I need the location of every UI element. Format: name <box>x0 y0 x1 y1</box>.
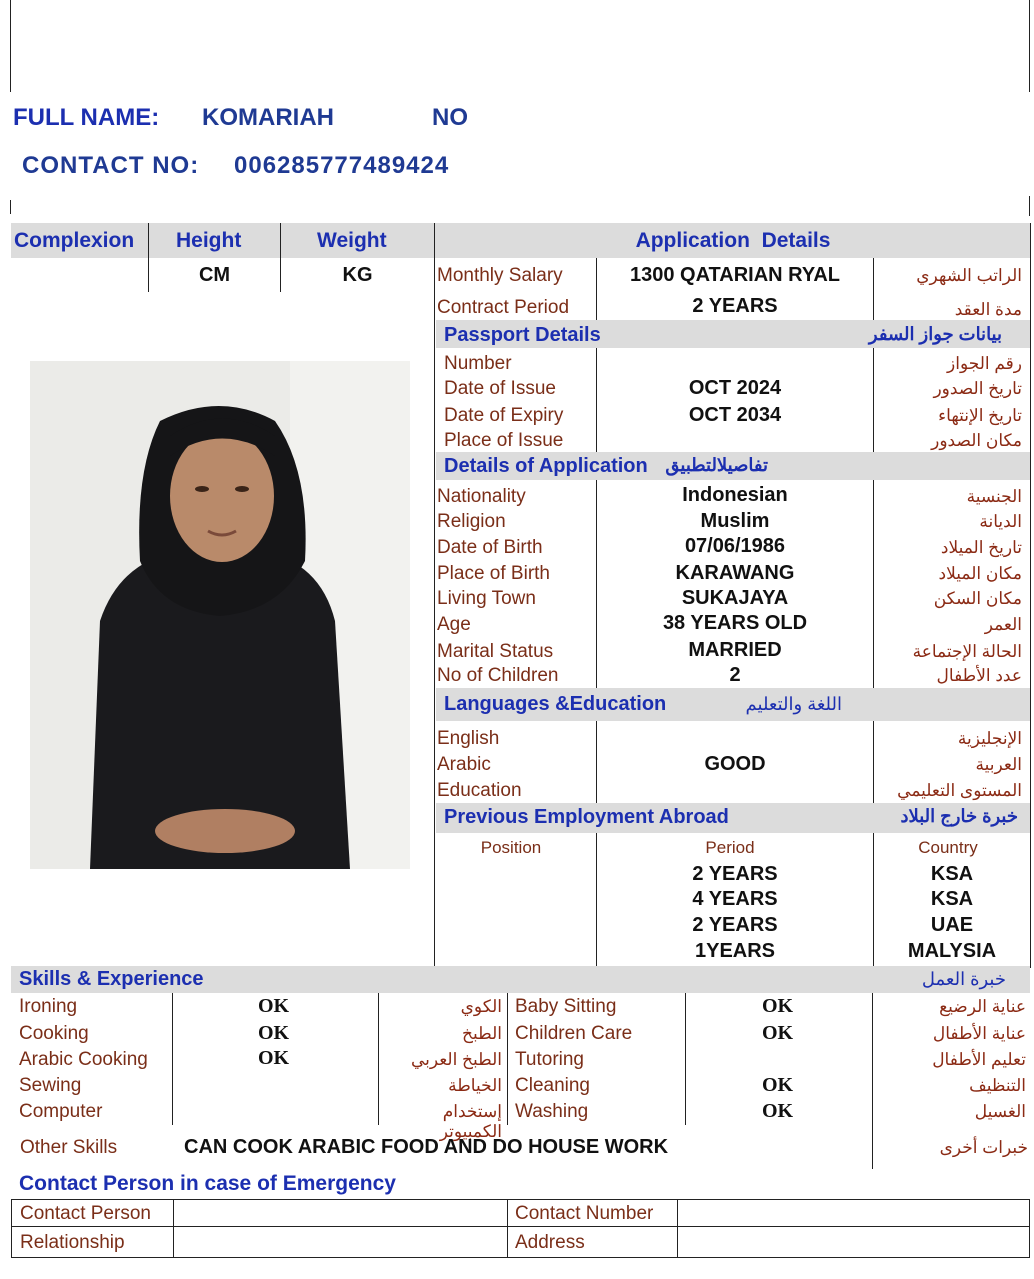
employment-country: KSA <box>930 863 974 885</box>
english-label: English <box>437 728 500 749</box>
skill-value: OK <box>762 1074 794 1096</box>
other-skills-label: Other Skills <box>20 1137 118 1158</box>
date-of-expiry-ar: تاريخ الإنتهاء <box>938 406 1022 425</box>
date-of-issue-ar: تاريخ الصدور <box>933 379 1022 398</box>
relationship-label: Relationship <box>20 1232 125 1253</box>
col-country: Country <box>918 838 978 857</box>
skill-ar: الغسيل <box>974 1102 1026 1121</box>
children-ar: عدد الأطفال <box>936 666 1022 685</box>
weight-label: Weight <box>317 229 387 252</box>
place-of-issue-label: Place of Issue <box>444 430 564 451</box>
skill-ar: إستخدام الكمبيوتر <box>439 1102 502 1141</box>
emergency-title: Contact Person in case of Emergency <box>19 1172 396 1195</box>
skill-label: Washing <box>515 1101 589 1122</box>
skill-ar: تعليم الأطفال <box>932 1050 1026 1069</box>
languages-title-ar: اللغة والتعليم <box>745 694 842 714</box>
skill-value: OK <box>762 1022 794 1044</box>
monthly-salary-ar: الراتب الشهري <box>916 266 1022 285</box>
place-of-birth-label: Place of Birth <box>437 563 550 584</box>
height-unit: CM <box>198 264 231 286</box>
details-title-ar: تفاصيلالتطبيق <box>665 455 768 475</box>
children-label: No of Children <box>437 665 559 686</box>
skills-title: Skills & Experience <box>19 968 204 990</box>
other-skills-ar: خبرات أخرى <box>939 1138 1028 1157</box>
date-of-birth-label: Date of Birth <box>437 537 543 558</box>
employment-country: UAE <box>930 914 974 936</box>
complexion-label: Complexion <box>14 229 135 252</box>
date-of-issue-label: Date of Issue <box>444 378 556 399</box>
skill-ar: الكوي <box>460 997 502 1016</box>
col-position: Position <box>480 838 542 857</box>
contract-period-ar: مدة العقد <box>954 300 1022 319</box>
age-label: Age <box>437 614 471 635</box>
address-label: Address <box>515 1232 585 1253</box>
contact-person-label: Contact Person <box>20 1203 151 1224</box>
employment-title: Previous Employment Abroad <box>444 806 729 828</box>
education-label: Education <box>437 780 522 801</box>
living-town-value: SUKAJAYA <box>681 587 789 609</box>
skill-label: Tutoring <box>515 1049 584 1070</box>
skill-label: Computer <box>19 1101 103 1122</box>
skill-label: Cooking <box>19 1023 89 1044</box>
monthly-salary-label: Monthly Salary <box>437 265 563 286</box>
place-of-birth-ar: مكان الميلاد <box>938 564 1022 583</box>
children-value: 2 <box>729 664 741 686</box>
skill-ar: الطبخ <box>462 1024 502 1043</box>
skill-value: OK <box>762 995 794 1017</box>
passport-title: Passport Details <box>444 324 601 346</box>
age-value: 38 YEARS OLD <box>662 612 808 634</box>
arabic-label: Arabic <box>437 754 491 775</box>
skill-value: OK <box>258 1047 290 1069</box>
skill-ar: عناية الأطفال <box>932 1024 1026 1043</box>
date-of-issue-value: OCT 2024 <box>688 377 782 399</box>
date-of-expiry-value: OCT 2034 <box>688 404 782 426</box>
col-period: Period <box>705 838 755 857</box>
weight-unit: KG <box>342 264 373 286</box>
employment-period: 4 YEARS <box>692 888 778 910</box>
monthly-salary-value: 1300 QATARIAN RYAL <box>629 264 841 286</box>
employment-period: 1YEARS <box>694 940 776 962</box>
employment-period: 2 YEARS <box>692 914 778 936</box>
skill-value: OK <box>258 1022 290 1044</box>
skill-value: OK <box>762 1100 794 1122</box>
skill-value: OK <box>258 995 290 1017</box>
date-of-birth-ar: تاريخ الميلاد <box>940 538 1022 557</box>
contract-period-label: Contract Period <box>437 297 570 318</box>
skill-label: Cleaning <box>515 1075 590 1096</box>
contact-number: 006285777489424 <box>234 152 450 179</box>
height-label: Height <box>176 229 242 252</box>
employment-country: MALYSIA <box>907 940 997 962</box>
living-town-label: Living Town <box>437 588 536 609</box>
passport-number-ar: رقم الجواز <box>947 354 1022 373</box>
living-town-ar: مكان السكن <box>933 589 1022 608</box>
nationality-label: Nationality <box>437 486 526 507</box>
employment-title-ar: خبرة خارج البلاد <box>900 806 1018 826</box>
arabic-ar: العربية <box>975 755 1022 774</box>
skill-ar: الطبخ العربي <box>410 1050 502 1069</box>
skills-title-ar: خبرة العمل <box>921 969 1006 989</box>
arabic-value: GOOD <box>704 753 766 775</box>
first-name: KOMARIAH <box>202 104 334 131</box>
full-name-label: FULL NAME: <box>13 104 160 131</box>
religion-value: Muslim <box>700 510 770 532</box>
religion-label: Religion <box>437 511 506 532</box>
marital-status-ar: الحالة الإجتماعة <box>912 642 1022 661</box>
nationality-ar: الجنسية <box>966 487 1022 506</box>
skill-label: Ironing <box>19 996 78 1017</box>
skill-label: Children Care <box>515 1023 633 1044</box>
skill-label: Arabic Cooking <box>19 1049 148 1070</box>
place-of-birth-value: KARAWANG <box>675 562 795 584</box>
education-ar: المستوى التعليمي <box>897 781 1022 800</box>
other-skills-value: CAN COOK ARABIC FOOD AND DO HOUSE WORK <box>184 1136 669 1158</box>
date-of-birth-value: 07/06/1986 <box>684 535 786 557</box>
date-of-expiry-label: Date of Expiry <box>444 405 564 426</box>
employment-country: KSA <box>930 888 974 910</box>
skill-ar: الخياطة <box>448 1076 502 1095</box>
details-title: Details of Application <box>444 455 648 477</box>
skill-ar: عناية الرضيع <box>939 997 1026 1016</box>
religion-ar: الديانة <box>979 512 1022 531</box>
marital-status-label: Marital Status <box>437 641 554 662</box>
english-ar: الإنجليزية <box>957 729 1022 748</box>
languages-title: Languages &Education <box>444 693 667 715</box>
last-name: NO <box>432 104 468 131</box>
skill-label: Baby Sitting <box>515 996 617 1017</box>
passport-title-ar: بيانات جواز السفر <box>868 324 1002 344</box>
place-of-issue-ar: مكان الصدور <box>931 431 1022 450</box>
person-photo <box>30 361 410 869</box>
skill-label: Sewing <box>19 1075 82 1096</box>
skill-ar: التنظيف <box>969 1076 1026 1095</box>
application-details-title: Application Details <box>635 229 831 252</box>
nationality-value: Indonesian <box>682 484 788 506</box>
contact-number-label: Contact Number <box>515 1203 654 1224</box>
marital-status-value: MARRIED <box>688 639 782 661</box>
contract-period-value: 2 YEARS <box>692 295 778 317</box>
age-ar: العمر <box>984 615 1022 634</box>
passport-number-label: Number <box>444 353 512 374</box>
contact-label: CONTACT NO: <box>22 152 200 179</box>
employment-period: 2 YEARS <box>692 863 778 885</box>
